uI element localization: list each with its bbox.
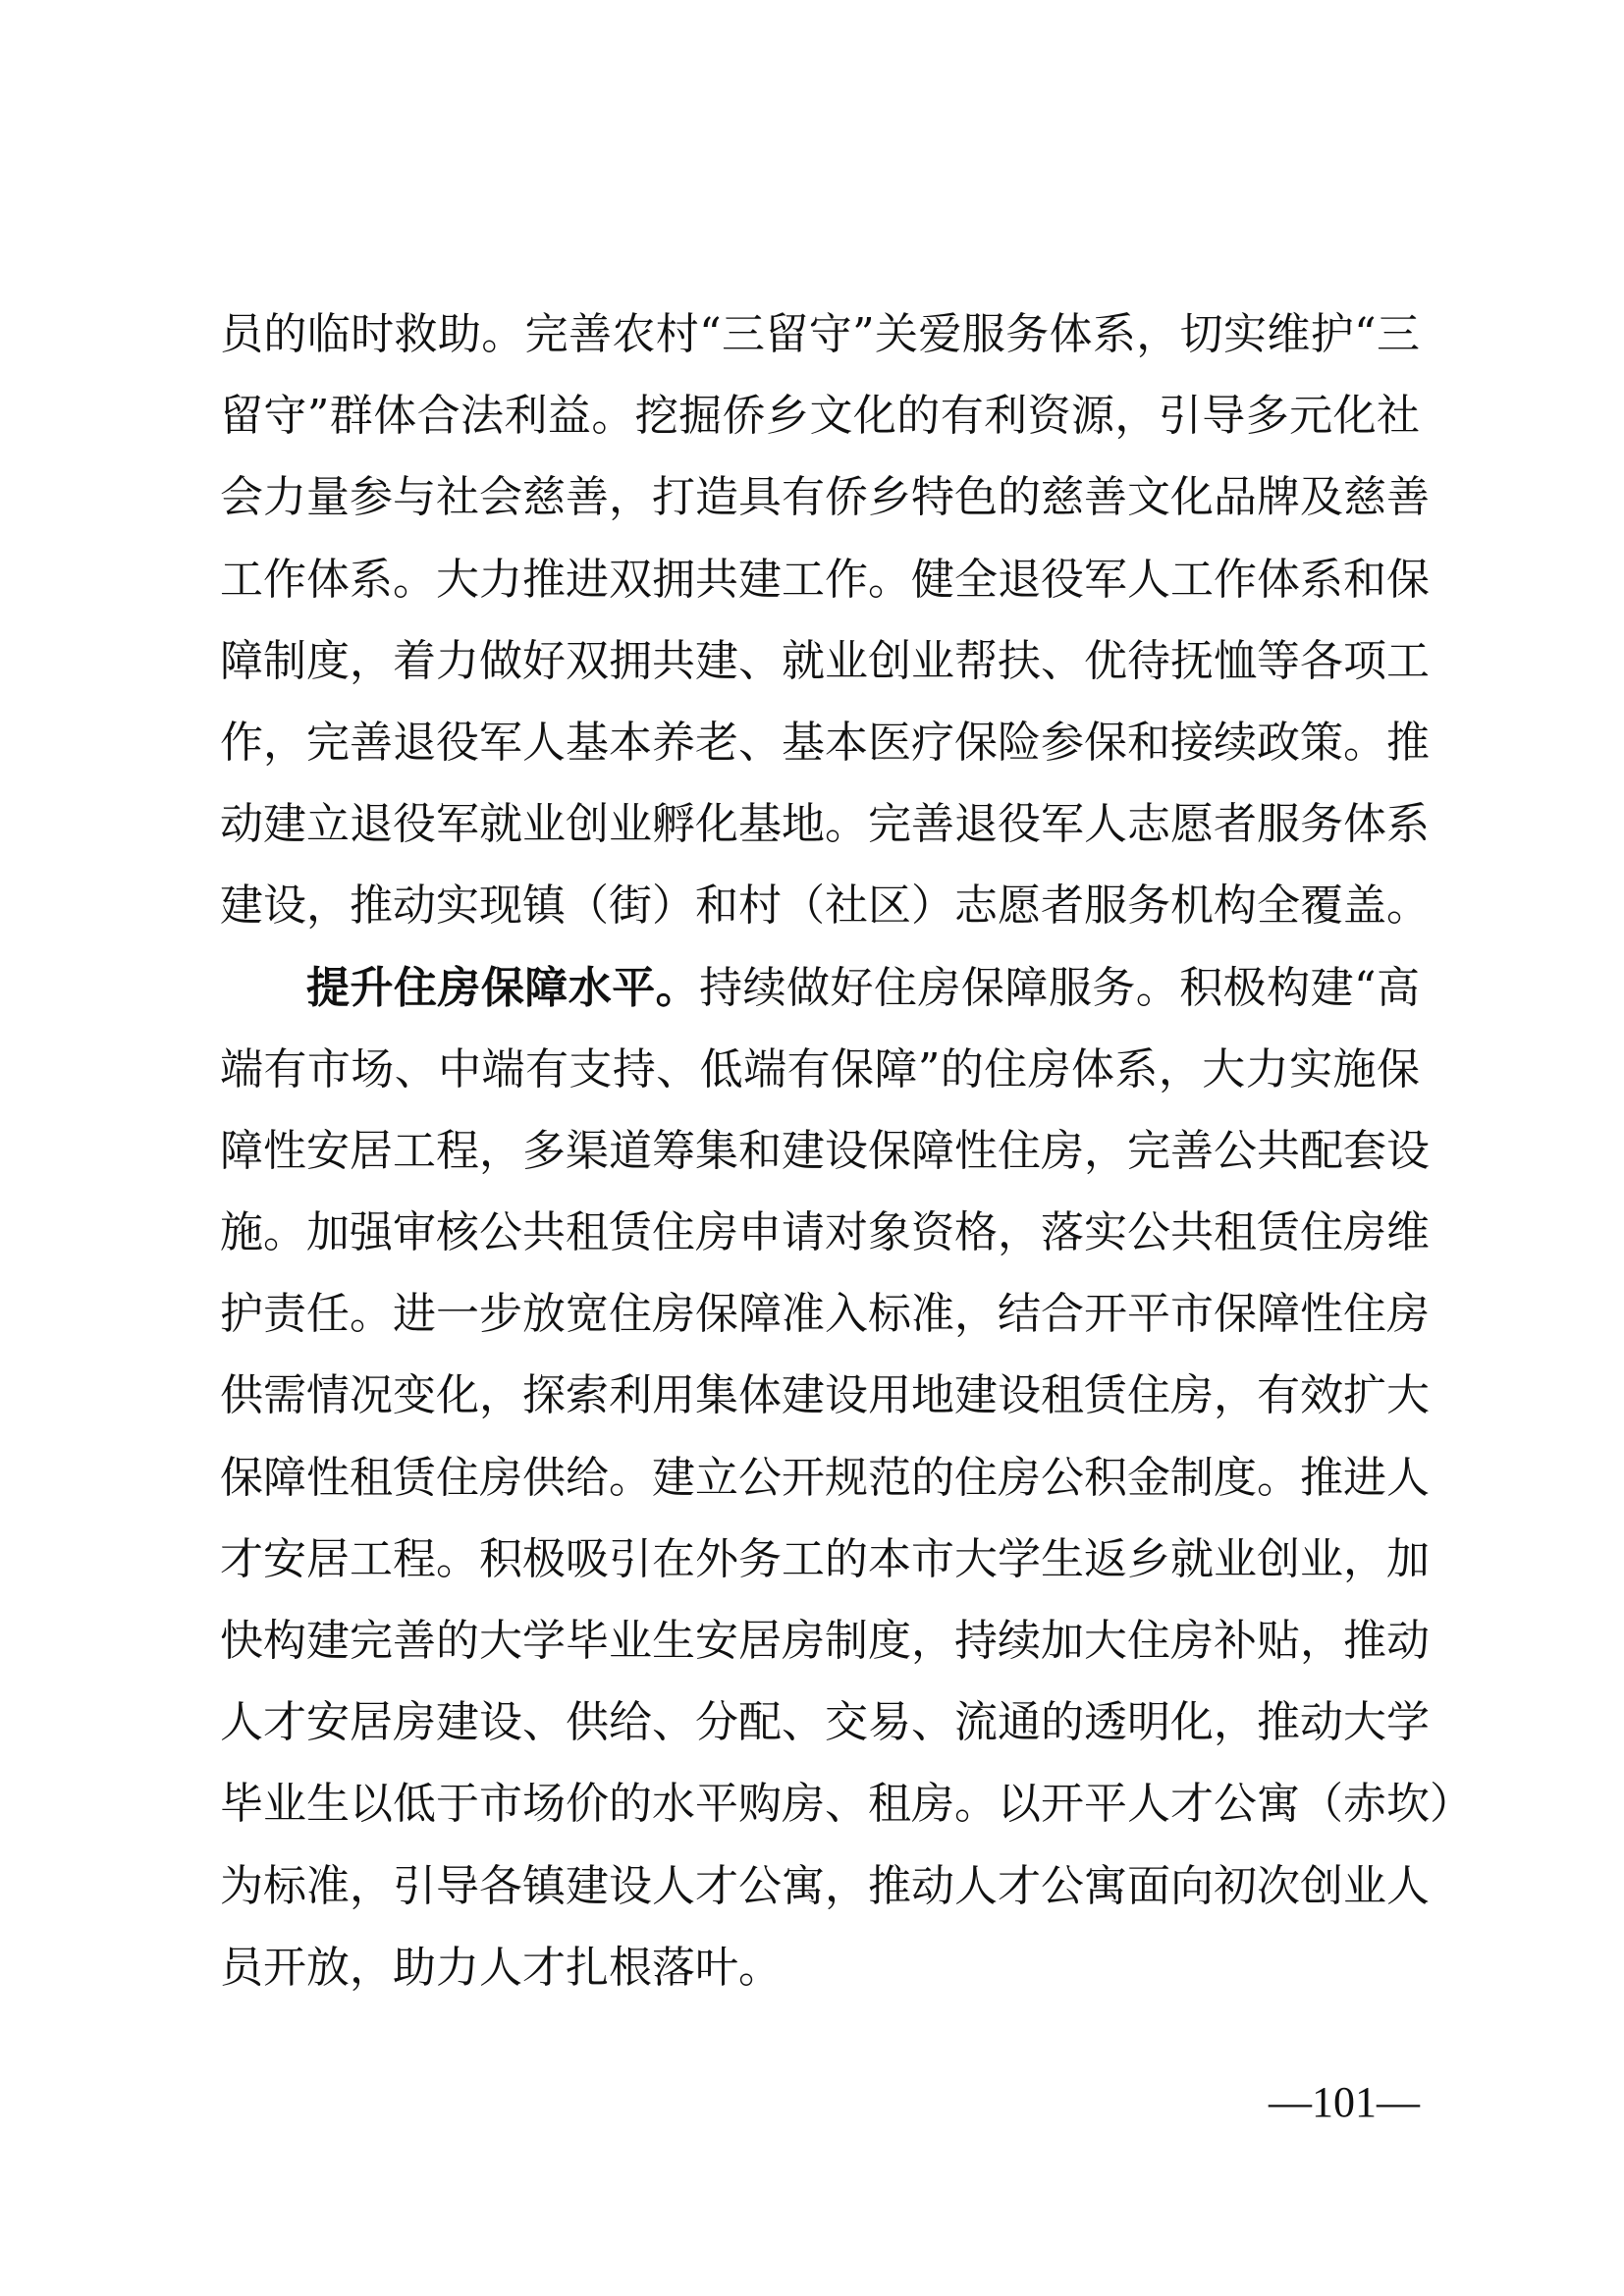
- text-line: 才安居工程。积极吸引在外务工的本市大学生返乡就业创业，加: [220, 1533, 1430, 1584]
- text-line: 留守”群体合法利益。挖掘侨乡文化的有利资源，引导多元化社: [220, 391, 1420, 442]
- text-line: 人才安居房建设、供给、分配、交易、流通的透明化，推动大学: [220, 1697, 1430, 1748]
- text-line: 为标准，引导各镇建设人才公寓，推动人才公寓面向初次创业人: [220, 1860, 1430, 1911]
- page-number: —101—: [1269, 2078, 1420, 2126]
- text-line: 障性安居工程，多渠道筹集和建设保障性住房，完善公共配套设: [220, 1125, 1430, 1176]
- text-line: 障制度，着力做好双拥共建、就业创业帮扶、优待抚恤等各项工: [220, 635, 1430, 686]
- text-line: 施。加强审核公共租赁住房申请对象资格，落实公共租赁住房维: [220, 1207, 1430, 1258]
- text-line: 护责任。进一步放宽住房保障准入标准，结合开平市保障性住房: [220, 1289, 1430, 1340]
- text-line: 会力量参与社会慈善，打造具有侨乡特色的慈善文化品牌及慈善: [220, 472, 1430, 523]
- text-line: 端有市场、中端有支持、低端有保障”的住房体系，大力实施保: [220, 1043, 1420, 1095]
- text-line: 员的临时救助。完善农村“三留守”关爱服务体系，切实维护“三: [220, 309, 1420, 359]
- text-line: 作，完善退役军人基本养老、基本医疗保险参保和接续政策。推: [220, 717, 1430, 768]
- section-lead-heading: 提升住房保障水平。: [306, 962, 700, 1013]
- text-line: 供需情况变化，探索利用集体建设用地建设租赁住房，有效扩大: [220, 1370, 1430, 1421]
- text-span: 持续做好住房保障服务。积极构建“高: [699, 962, 1420, 1013]
- body-text: [220, 304, 1473, 2019]
- text-line: 工作体系。大力推进双拥共建工作。健全退役军人工作体系和保: [220, 554, 1430, 605]
- text-line: 保障性租赁住房供给。建立公开规范的住房公积金制度。推进人: [220, 1452, 1430, 1503]
- text-line: 动建立退役军就业创业孵化基地。完善退役军人志愿者服务体系: [220, 799, 1430, 850]
- text-line: 员开放，助力人才扎根落叶。: [220, 1942, 782, 1993]
- text-line: 毕业生以低于市场价的水平购房、租房。以开平人才公寓（赤坎）: [220, 1779, 1473, 1830]
- text-line: 快构建完善的大学毕业生安居房制度，持续加大住房补贴，推动: [220, 1616, 1430, 1666]
- paragraph-first-line: [220, 958, 1420, 1040]
- text-line: 建设，推动实现镇（街）和村（社区）志愿者服务机构全覆盖。: [220, 881, 1430, 932]
